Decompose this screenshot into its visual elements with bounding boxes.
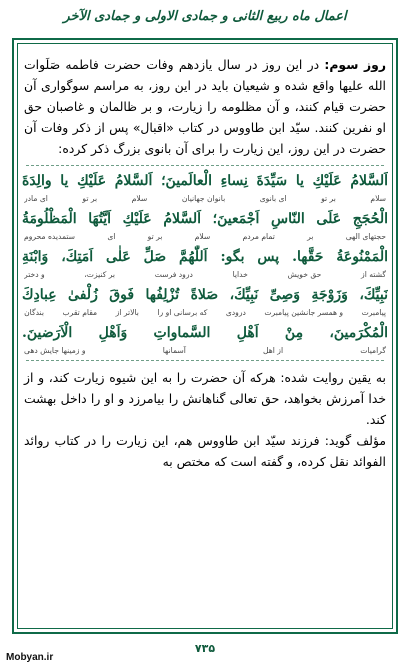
ziyarat-translation-line [24, 193, 386, 205]
translation-word: اى بانوى [259, 194, 287, 203]
translation-word: ستمديده محروم [24, 232, 76, 241]
ziyarat-translation-line [24, 269, 386, 281]
translation-word: و دختر [24, 270, 45, 279]
translation-word: گراميات [360, 346, 386, 355]
translation-word: بر [307, 232, 314, 241]
ziyarat-translation-line [24, 231, 386, 243]
translation-word: تمام مردم [242, 232, 275, 241]
ziyarat-translation-line [24, 345, 386, 357]
translation-word: درود فرست [154, 270, 193, 279]
ziyarat-block [18, 169, 392, 357]
translation-word: درودى [225, 308, 246, 317]
translation-word: بندگان [24, 308, 44, 317]
paragraph-lead: روز سوم: [324, 57, 386, 72]
ziyarat-arabic-line: الْحُجَجِ عَلَى النّاسِ اَجْمَعينَ؛ اَلسَّلامُ عَلَيْكِ اَيَّتُهَا الْمَظْلُومَةُ [22, 211, 388, 227]
ziyarat-arabic-line: نَبِيِّكَ، وَزَوْجَةِ وَصِىِّ نَبِيِّكَ، صَلاةً تُزْلِفُها فَوقَ زُلْفىٰ عِبادِكَ [22, 287, 388, 303]
content-frame [12, 38, 398, 634]
translation-word: سلام [370, 194, 386, 203]
ziyarat-arabic-line: الْمَمْنُوعَةُ حَقَّها. پس بگو: اَللّٰهُمَّ صَلِّ عَلٰى اَمَتِكَ، وَابْنَةِ [22, 249, 388, 265]
intro-paragraph [24, 54, 386, 159]
translation-word: مقام تقرب [62, 308, 98, 317]
translation-word: اى [107, 232, 116, 241]
ziyarat-translation-line [24, 307, 386, 319]
translation-word: اى مادر [24, 194, 48, 203]
translation-word: گشته از [361, 270, 386, 279]
page-number: ۷۳۵ [194, 642, 216, 655]
translation-word: بر تو [82, 194, 98, 203]
ziyarat-arabic-line: الْمُكْرَمينَ، مِنْ اَهْلِ السَّماواتِ وَاَهْلِ الْاَرَضينَ. [22, 325, 388, 341]
translation-word: حجتهاى الهى [345, 232, 386, 241]
translation-word: و زمينها جايش دهى [24, 346, 86, 355]
translation-word: بر تو [147, 232, 163, 241]
translation-word: كه برسانى او را [157, 308, 208, 317]
paragraph-text: در اين روز در سال يازدهم وفات حضرت فاطمه صَلَوات الله عليها واقع شده و شيعيان بايد در اين روز، به مراسم سوگوارى آن حضرت قيام كنند، و آن مظلومه را زيارت، و بر ظالمان و غاصبان حق او نفرين كنند. سيّد ابن طاووس در كتاب «اقبال» پس از ذكر وفات آن حضرت در اين روز، اين زيارت را براى آن بانوى بزرگ ذكر كرده: [24, 57, 386, 156]
site-watermark: Mobyan.ir [6, 652, 54, 663]
translation-word: بر كنيزت، [84, 270, 116, 279]
translation-word: حق خويش [287, 270, 322, 279]
section-divider [26, 165, 384, 166]
translation-word: سلام [194, 232, 211, 241]
closing-paragraph-1: به يقين روايت شده: هركه آن حضرت را به اين شيوه زيارت كند، و از خدا آمرزش بخواهد، حق تعالى گناهانش را بيامرزد و او را داخل بهشت كند. [24, 370, 386, 427]
translation-word: و همسر جانشين پيامبرت [264, 308, 344, 317]
translation-word: پيامبرت [361, 308, 386, 317]
running-header: اعمال ماه ربيع الثانى و جمادى الاولى و جمادى الآخر [63, 9, 347, 24]
translation-word: خدايا [232, 270, 248, 279]
translation-word: از اهل [263, 346, 284, 355]
translation-word: بر تو [321, 194, 336, 203]
translation-word: بالاتر از [115, 308, 139, 317]
section-divider [26, 360, 384, 361]
ziyarat-arabic-line: اَلسَّلامُ عَلَيْكِ يا سَيِّدَةَ نِساءِ الْعالَمينَ؛ اَلسَّلامُ عَلَيْكِ يا والِدَةَ [22, 173, 388, 189]
content-area [18, 44, 392, 472]
translation-word: آسمانها [162, 346, 186, 355]
translation-word: بانوان جهانيان [181, 194, 226, 203]
closing-paragraph-2: مؤلف گويد: فرزند سيّد ابن طاووس هم، اين زيارت را در كتاب روائد الفوائد نقل كرده، و گفته است كه مختص به [24, 433, 386, 469]
translation-word: سلام [131, 194, 148, 203]
